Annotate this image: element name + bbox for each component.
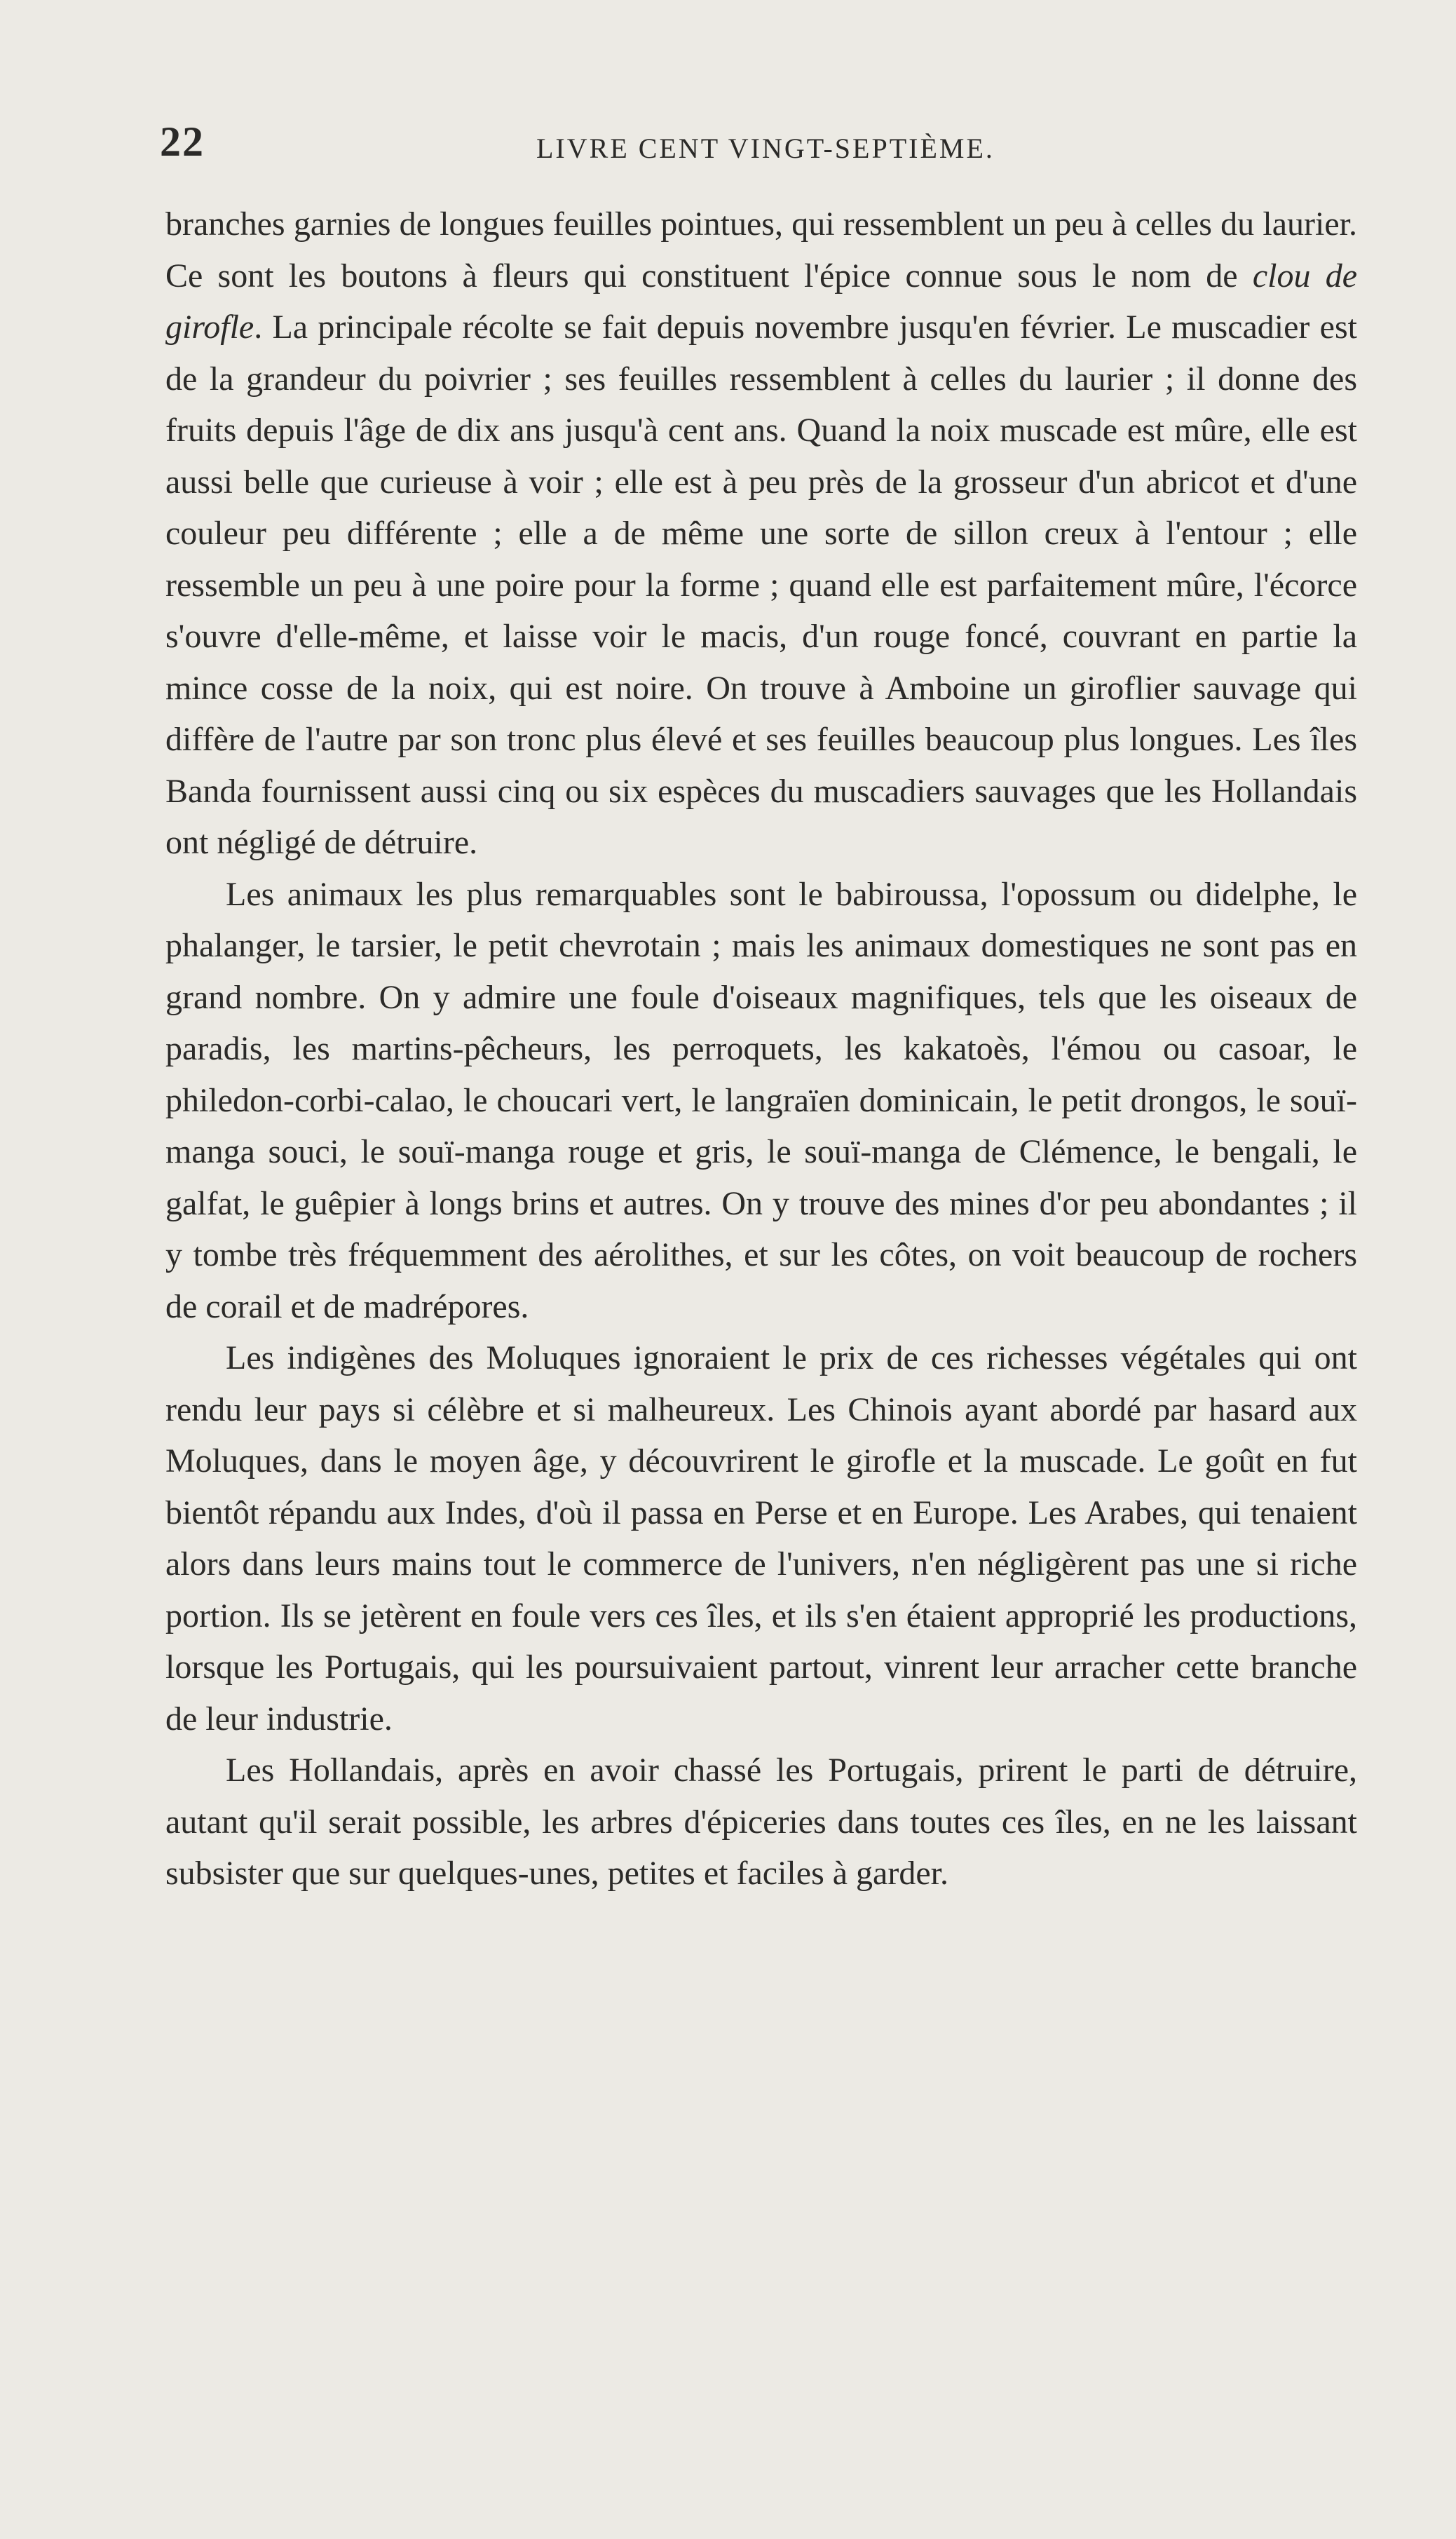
paragraph: Les animaux les plus remarquables sont le babiroussa, l'opossum ou didelphe, le phalanger, le tarsier, le petit chevrotain ; mais les animaux domestiques ne sont pas en grand nombre. On y admire une foule d'oiseaux magnifiques, tels que les oiseaux de paradis, les martins-pêcheurs, les perroquets, les kakatoès, l'émou ou casoar, le philedon-corbi-calao, le choucari vert, le langraïen dominicain, le petit drongos, le souï-manga souci, le souï-manga rouge et gris, le souï-manga de Clémence, le bengali, le galfat, le guêpier à longs brins et autres. On y trouve des mines d'or peu abondantes ; il y tombe très fréquemment des aérolithes, et sur les côtes, on voit beaucoup de rochers de corail et de madrépores.	[165, 875, 1357, 1325]
paragraph: Les indigènes des Moluques ignoraient le prix de ces richesses végétales qui ont rendu leur pays si célèbre et si malheureux. Les Chinois ayant abordé par hasard aux Moluques, dans le moyen âge, y découvrirent le girofle et la muscade. Le goût en fut bientôt répandu aux Indes, d'où il passa en Perse et en Europe. Les Arabes, qui tenaient alors dans leurs mains tout le commerce de l'univers, n'en négligèrent pas une si riche portion. Ils se jetèrent en foule vers ces îles, et ils s'en étaient approprié les productions, lorsque les Portugais, qui les poursuivaient partout, vinrent leur arracher cette branche de leur industrie.	[165, 1339, 1357, 1738]
paragraph-text: branches garnies de longues feuilles pointues, qui ressemblent un peu à celles du laurier. Ce sont les boutons à fleurs qui constituent l'épice connue sous le nom de	[165, 205, 1357, 294]
italic-term: clou de girofle	[165, 257, 1357, 346]
paragraph: Les Hollandais, après en avoir chassé les Portugais, prirent le parti de détruire, autant qu'il serait possible, les arbres d'épiceries dans toutes ces îles, en ne les laissant subsister que sur quelques-unes, petites et faciles à garder.	[165, 1752, 1357, 1892]
running-head: LIVRE CENT VINGT-SEPTIÈME.	[536, 133, 995, 164]
paragraph-text: . La principale récolte se fait depuis novembre jusqu'en février. Le muscadier est de la grandeur du poivrier ; ses feuilles ressemblent à celles du laurier ; il donne des fruits depuis l'âge de dix ans jusqu'à cent ans. Quand la noix muscade est mûre, elle est aussi belle que curieuse à voir ; elle est à peu près de la grosseur d'un abricot et d'une couleur peu différente ; elle a de même une sorte de sillon creux à l'entour ; elle ressemble un peu à une poire pour la forme ; quand elle est parfaitement mûre, l'écorce s'ouvre d'elle-même, et laisse voir le macis, d'un rouge foncé, couvrant en partie la mince cosse de la noix, qui est noire. On trouve à Amboine un giroflier sauvage qui diffère de l'autre par son tronc plus élevé et ses feuilles beaucoup plus longues. Les îles Banda fournissent aussi cinq ou six espèces du muscadiers sauvages que les Hollandais ont négligé de détruire.	[165, 309, 1357, 861]
body-text	[165, 198, 1357, 1900]
page-number: 22	[160, 119, 205, 165]
paragraph	[165, 198, 1357, 869]
